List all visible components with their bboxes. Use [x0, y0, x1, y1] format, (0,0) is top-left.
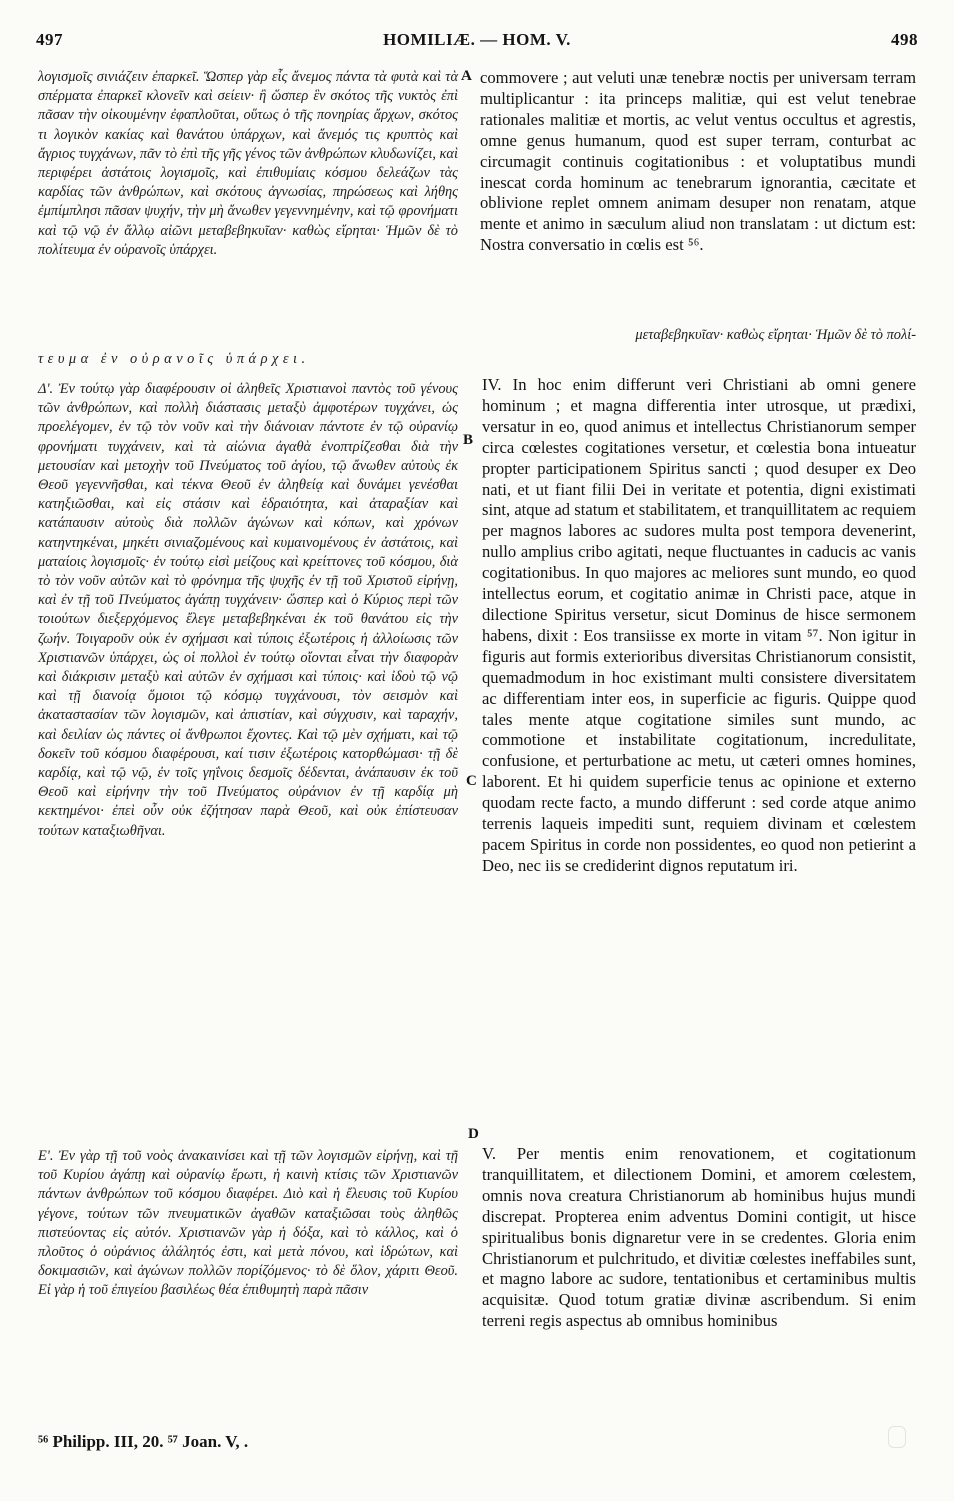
- latin-paragraph-1: commovere ; aut veluti unæ tenebræ noctis per universam terram multiplicantur : ita princeps malitiæ, qui est velut tenebrae rationales malitiæ et mortis, ac velut ventus occultus et agrestis, omne genus humanum, quod est super terram, conturbat ac circumagit continuis cogitationibus : et voluptatibus mundi inescat corda hominum ac tenebrarum ignorantia, cæcitate et oblivione replet omnem animam desuper non renatam, atque mente et animo in sæculum aliud non translatam : ut dictum est: Nostra conversatio in cœlis est ⁵⁶.: [480, 68, 916, 255]
- greek-paragraph-3: Ε'. Ἐν γὰρ τῇ τοῦ νοὸς ἀνακαινίσει καὶ τῇ τῶν λογισμῶν εἰρήνῃ, καὶ τῇ τοῦ Κυρίου ἀγάπῃ καὶ οὐρανίῳ ἔρωτι, ἡ καινὴ κτίσις τῶν Χριστιανῶν πάντων ἀνθρώπων τοῦ κόσμου διαφέρει. Διὸ καὶ ἡ ἔλευσις τοῦ Κυρίου γέγονε, τούτων τῶν πνευματικῶν ἀγαθῶν καταξιῶσαι τοὺς ἀληθῶς πιστεύοντας εἰς αὐτόν. Χριστιανῶν γὰρ ἡ δόξα, καὶ τὸ κάλλος, καὶ ὁ πλοῦτος ὁ οὐράνιος ἀλάλητός ἐστι, καὶ μετὰ πόνου, καὶ ἱδρώτων, καὶ δοκιμασιῶν, καὶ ἀγώνων πολλῶν πορίζόμενος· τὸ δὲ ὅλον, χάριτι Θεοῦ. Εἰ γὰρ ἡ τοῦ ἐπιγείου βασιλέως θέα ἐπιθυμητὴ παρὰ πᾶσιν: [38, 1148, 458, 1299]
- page-number-left: 497: [36, 30, 63, 49]
- section-marker-b: B: [463, 432, 474, 448]
- page-number-right: 498: [891, 30, 918, 49]
- greek-paragraph-2: Δ'. Ἐν τούτῳ γὰρ διαφέρουσιν οἱ ἀληθεῖς Χριστιανοὶ παντὸς τοῦ γένους τῶν ἀνθρώπων, καὶ πολλὴ διάστασις μεταξὺ ἀμφοτέρων τυγχάνει, ὡς προελέγομεν, ἐν τῷ τὸν νοῦν καὶ τὴν διάνοιαν πάντοτε ἐν τῷ οὐρανίῳ φρονήματι τυγχάνειν, καὶ τὰ αἰώνια ἀγαθὰ ἐνοπτρίζεσθαι διὰ τὴν μετουσίαν καὶ μετοχὴν τοῦ Πνεύματος τοῦ ἁγίου, τῷ ἄνωθεν αὐτοὺς ἐκ Θεοῦ γεγεννῆσθαι, καὶ τέκνα Θεοῦ ἐν ἀληθείᾳ καὶ δυνάμει γενέσθαι κατηξιῶσθαι, καὶ εἰς στάσιν καὶ ἑδραιότητα, καὶ ἀταραξίαν καὶ κατάπαυσιν αὐτοὺς διὰ πολλῶν ἀγώνων καὶ κόπων, καὶ χρόνων κατηντηκέναι, μηκέτι σινιαζομένους καὶ κυμαινομένους ἐν ἀστάτοις, καὶ ματαίοις λογισμοῖς· ἐν τούτῳ εἰσὶ μείζους καὶ κρείττονες τοῦ κόσμου, διὰ τὸ τὸν νοῦν αὐτῶν καὶ τὸ φρόνημα τῆς ψυχῆς ἐν τῇ τοῦ Χριστοῦ εἰρήνῃ, καὶ ἐν τῇ τοῦ Πνεύματος ἀγάπῃ τυγχάνειν· ὥσπερ καὶ ὁ Κύριος περὶ τῶν τοιούτων διεξερχόμενος ἔλεγε μεταβεβηκέναι ἐκ τοῦ θανάτου εἰς τὴν ζωήν. Τοιγαροῦν οὐκ ἐν σχήμασι καὶ τύποις ἐξωτέροις ἡ ἀλλοίωσις τῶν Χριστιανῶν ὑπάρχει, ὡς οἱ πολλοὶ ἐν τούτῳ οἴονται εἶναι τὴν διαφορὰν καὶ διάκρισιν μεταξὺ καὶ αὐτῶν ἐν σχήμασι καὶ τύποις· καὶ ἰδοὺ τῷ νῷ καὶ τῇ διανοίᾳ ὅμοιοι τῷ κόσμῳ τυγχάνουσι, τὸν σεισμὸν καὶ ἀκαταστασίαν τῶν λογισμῶν, καὶ ἀπιστίαν, καὶ σύγχυσιν, καὶ ταραχήν, καὶ δειλίαν ὡς πάντες οἱ ἄνθρωποι ἔχοντες. Καὶ τῷ μὲν σχήματι, καὶ τῷ δοκεῖν τοῦ κόσμου διαφέρουσι, καί τισιν ἐξωτέροις κατορθώμασι· τῇ δὲ καρδίᾳ, καὶ τῷ νῷ, ἐν τοῖς γηΐνοις δεσμοῖς δέδενται, ἀνάπαυσιν ἐκ τοῦ Θεοῦ καὶ εἰρήνην τὴν τοῦ Πνεύματος οὐράνιον ἐν τῇ καρδίᾳ μὴ κεκτημένοι· ἐπεὶ οὖν οὐκ ἐζήτησαν παρὰ Θεοῦ, καὶ οὐκ ἐπίστευσαν τούτων καταξιωθῆναι.: [38, 381, 458, 839]
- greek-paragraph-1-tail: τευμα ἐν οὐρανοῖς ὑπάρχει.: [38, 351, 310, 367]
- latin-paragraph-3: V. Per mentis enim renovationem, et cogitationum tranquillitatem, et dilectionem Domini, et amorem cœlestem, omnis nova creatura Christianorum ab hominibus hujus mundi discrepat. Propterea enim adventus Domini contigit, ut hisce spiritualibus bonis dignaretur vere in se credentes. Gloria enim Christianorum et pulchritudo, et divitiæ cœlestes ineffabiles sunt, et magno labore ac sudore, tentationibus et certaminibus multis acquisitæ. Quod totum gratiæ divinæ ascribendum. Si enim terreni regis aspectus ab omnibus hominibus: [482, 1144, 916, 1331]
- greek-paragraph-1: λογισμοῖς σινιάζειν ἐπαρκεῖ. Ὥσπερ γὰρ εἷς ἄνεμος πάντα τὰ φυτὰ καὶ τὰ σπέρματα ἐπαρκεῖ κλονεῖν καὶ σείειν· ἢ ὥσπερ ἓν σκότος τῆς νυκτὸς ἐπὶ πᾶσαν τὴν οἰκουμένην ἐφαπλοῦται, οὕτως ὁ τῆς πονηρίας ἄρχων, σκότος τι λογικὸν κακίας καὶ θανάτου ὑπάρχων, καὶ ἄνεμός τις κρυπτὸς καὶ ἄγριος τυγχάνων, πᾶν τὸ ἐπὶ τῆς γῆς γένος τῶν ἀνθρώπων κλυδωνίζει, καὶ περιφέρει ἀστάτοις λογισμοῖς, καὶ ἐπιθυμίαις κόσμου δελεάζων τὰς καρδίας τῶν ἀνθρώπων, καὶ σκότους ἀγνωσίας, πηρώσεως καὶ λήθης ἐμπίμπλησι πᾶσαν ψυχήν, τὴν μὴ ἄνωθεν γεγεννημένην, καὶ τῷ φρονήματι καὶ τῷ νῷ ἐν ἄλλῳ αἰῶνι μεταβεβηκυῖαν· καθὼς εἴρηται· Ἡμῶν δὲ τὸ πολίτευμα ἐν οὐρανοῖς ὑπάρχει.: [38, 69, 458, 258]
- latin-paragraph-2: IV. In hoc enim differunt veri Christiani ab omni genere hominum ; et magna differentia inter utrosque, ut prædixi, versatur in eo, quod animus et intellectus Christianorum semper circa cœlestes cogitationes versetur, et cœlestia bona intueatur propter participationem Spiritus sancti ; quod desuper ex Deo nati, et ut fiant filii Dei in veritate et potentia, digni existimati sint, atque ad statum et stabilitatem, et tranquillitatem ac requiem per magnos labores ac sudores multa post tempora devenerint, nullo amplius cribo agitati, neque fluctuantes in caducis ac vanis cogitationibus. In quo majores ac meliores sunt mundo, eo quod intellectus eorum, et cogitatio animæ in Christi pace, atque in dilectione Spiritus versetur, sicut Dominus de hisce sermonem habens, dixit : Eos transiisse ex morte in vitam ⁵⁷. Non igitur in figuris aut formis exterioribus diversitas Christianorum consistit, quemadmodum in hoc existimant multi consistere diversitatem ac differentiam inter eos, in superficie ac figuris. Quippe quod tales mente atque cogitatione similes sunt mundo, ac commotione et instabilitate cogitationum, incredulitate, confusione, et perturbatione ac metu, ut cæteri omnes homines, laborent. Et hi quidem superficie tenus ac opinione et externo quodam recte facto, a mundo differunt : sed corde atque animo terrenis laqueis impediti sunt, requiem divinam et cœlestem pacem Spiritus in corde non possidentes, eo quod non petierint a Deo, nec iis se crediderint dignos reputatum iri.: [482, 375, 916, 875]
- section-marker-a: A: [461, 68, 472, 84]
- section-marker-c: C: [466, 773, 477, 789]
- section-marker-d: D: [468, 1126, 479, 1142]
- footnotes: ⁵⁶ Philipp. III, 20. ⁵⁷ Joan. V, .: [38, 1432, 249, 1451]
- page-stain: [888, 1426, 906, 1448]
- page-header: [36, 30, 918, 56]
- greek-continuation: μεταβεβηκυῖαν· καθὼς εἴρηται· Ἡμῶν δὲ τὸ πολί-: [635, 327, 916, 343]
- running-title: HOMILIÆ. — HOM. V.: [383, 30, 571, 49]
